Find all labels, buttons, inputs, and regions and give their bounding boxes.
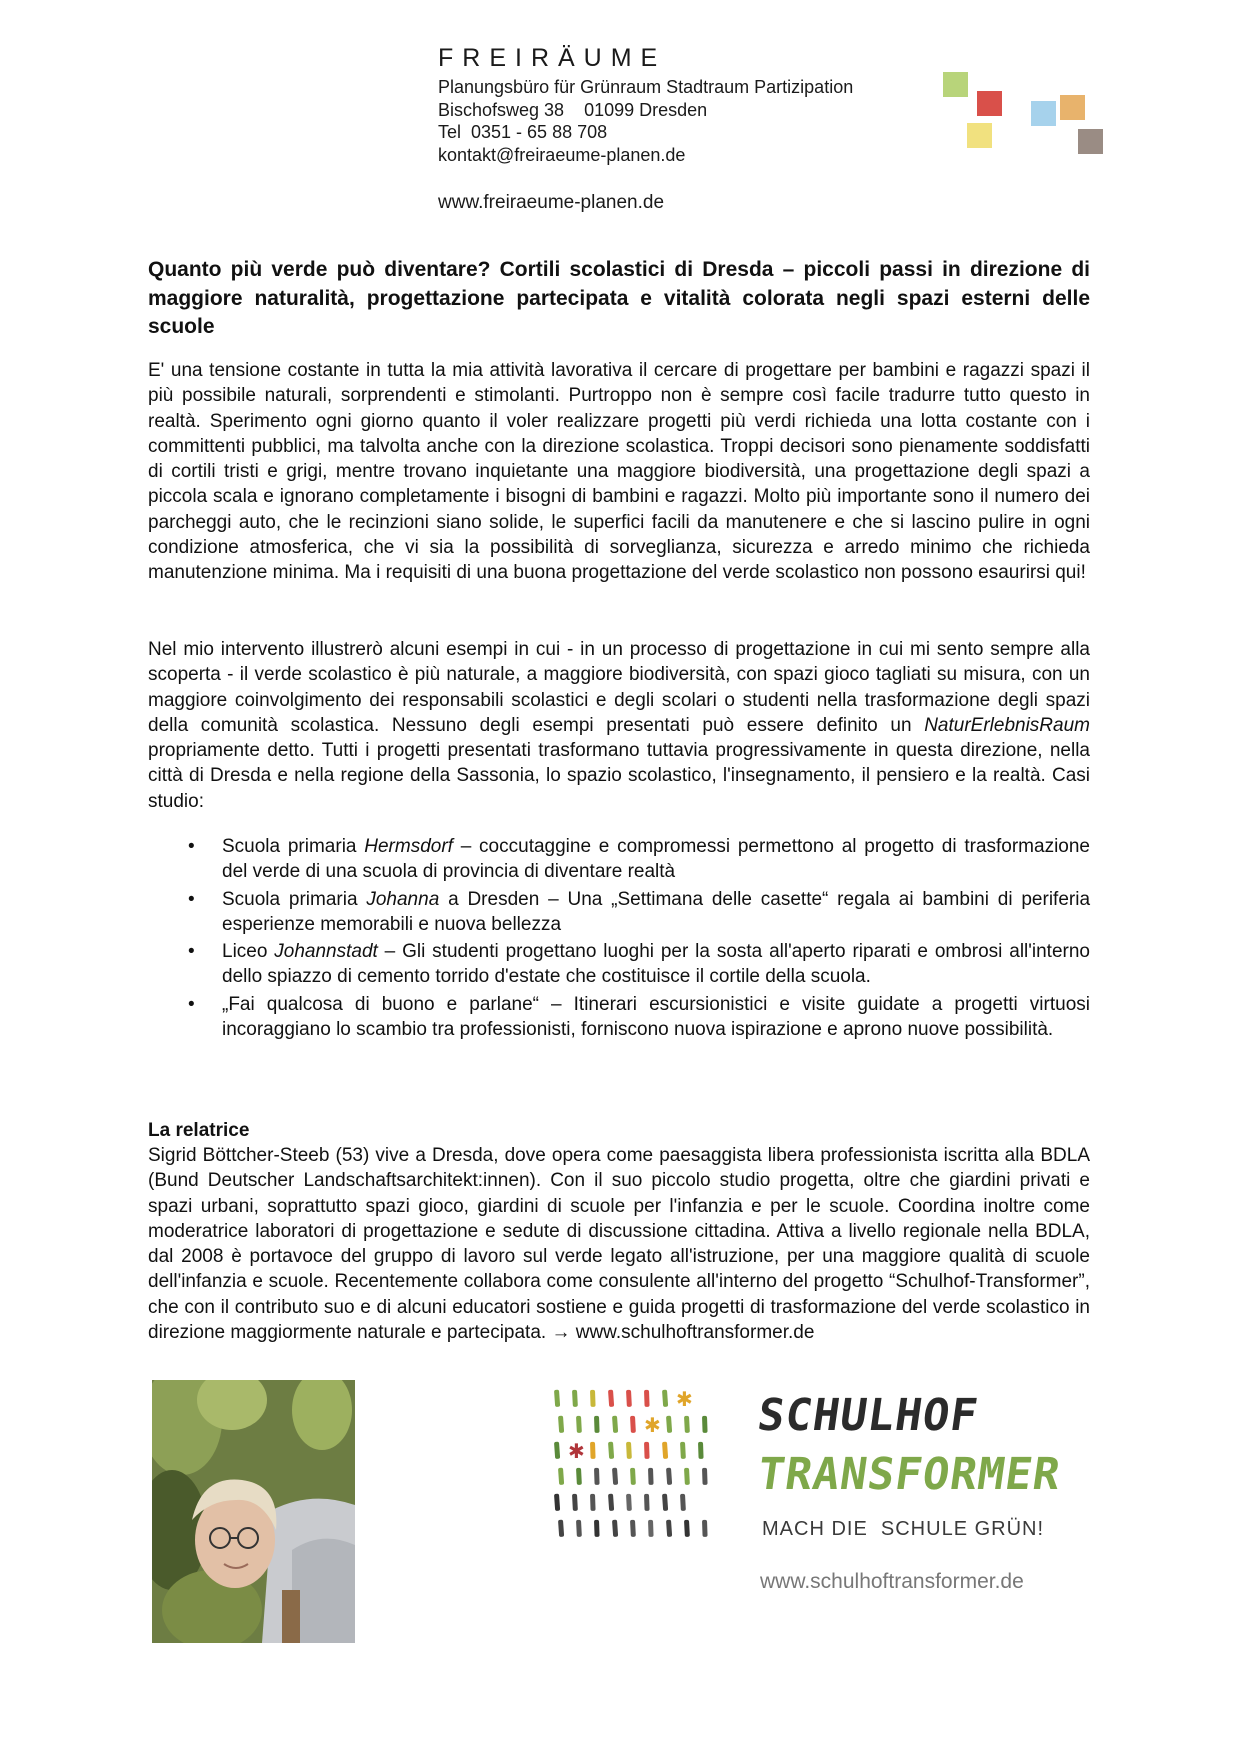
logo-dash-mark <box>554 1390 560 1407</box>
logo-dash-mark <box>626 1442 632 1459</box>
logo-dash-mark <box>630 1468 636 1485</box>
logo-dash-mark <box>612 1416 618 1433</box>
case-name: Johannstadt <box>274 941 378 963</box>
logo-swatch <box>1078 129 1103 154</box>
talk-paragraph-term: NaturErlebnisRaum <box>924 714 1090 736</box>
logo-dash-mark <box>702 1468 708 1485</box>
talk-paragraph <box>148 637 1090 814</box>
logo-dash-mark <box>648 1520 654 1537</box>
logo-dash-mark <box>558 1416 564 1433</box>
logo-dash-mark <box>590 1442 596 1459</box>
case-studies-list <box>148 834 1090 1044</box>
case-text: „Fai qualcosa di buono e parlane“ – Itinerari escursionistici e visite guidate a progetti virtuosi incoraggiano lo scambio tra professionisti, forniscono nuova ispirazione e aprono nuove possibilità. <box>222 993 1090 1041</box>
logo-dash-mark <box>572 1494 578 1511</box>
logo-dash-mark <box>698 1442 704 1459</box>
speaker-heading: La relatrice <box>148 1120 250 1141</box>
letterhead-website: www.freiraeume-planen.de <box>438 192 665 213</box>
speaker-photo-image <box>152 1380 355 1643</box>
logo-dash-mark <box>666 1520 672 1537</box>
case-text: Liceo <box>222 941 275 963</box>
logo-word-schulhof: SCHULHOF <box>754 1390 982 1441</box>
letterhead <box>438 44 958 166</box>
logo-swatch <box>977 91 1002 116</box>
logo-dash-mark <box>558 1520 564 1537</box>
logo-dash-mark <box>666 1416 672 1433</box>
letterhead-tagline: Planungsbüro für Grünraum Stadtraum Partizipation <box>438 77 854 97</box>
case-text: Scuola primaria <box>222 836 365 857</box>
logo-dash-mark <box>644 1390 650 1407</box>
speaker-bio: Sigrid Böttcher-Steeb (53) vive a Dresda, dove opera come paesaggista libera professionista iscritta alla BDLA (Bund Deutscher Landschaftsarchitekt:innen). Con il suo piccolo studio progetta, oltre che giardini privati e spazi urbani, soprattutto spazi gioco, giardini di scuole per l'infanzia e per le scuole. Coordina inoltre come moderatrice laboratori di progettazione e sedute di discussione cittadina. Attiva a livello regionale nella BDLA, dal 2008 è portavoce del gruppo di lavoro sul verde legato all'istruzione, per una maggiore qualità di scuole dell'infanzia e scuole. Recentemente collabora come consulente all'interno del progetto “Schulhof-Transformer”, che con il contributo suo e di alcuni educatori sostiene e guida progetti di trasformazione del verde scolastico in direzione maggiormente naturale e partecipata. → www.schulhoftransformer.de <box>148 1145 1090 1344</box>
bullet: • <box>188 888 195 910</box>
logo-swatch <box>1031 101 1056 126</box>
logo-dash-mark <box>644 1494 650 1511</box>
case-text: – coccutaggine e compromessi permettono al progetto di trasformazione del verde di una scuola di provincia di diventare realtà <box>222 836 1091 883</box>
logo-dash-mark <box>702 1416 708 1433</box>
logo-word-transformer: TRANSFORMER <box>754 1449 1064 1500</box>
logo-dash-mark <box>684 1520 690 1537</box>
logo-website: www.schulhoftransformer.de <box>760 1570 1024 1593</box>
list-item <box>148 887 1090 938</box>
bullet: • <box>188 836 195 857</box>
intro-paragraph: E' una tensione costante in tutta la mia attività lavorativa il cercare di progettare per bambini e ragazzi spazi il più possibile naturali, sorprendenti e stimolanti. Purtroppo non è sempre così facile tradurre tutto questo in realtà. Sperimento ogni giorno quanto il voler realizzare progetti più verdi richieda una lotta costante con i committenti pubblici, ma talvolta anche con la direzione scolastica. Troppi decisori sono pienamente soddisfatti di cortili tristi e grigi, mentre trovano inquietante una maggiore biodiversità, una progettazione degli spazi a piccola scala e ignorano completamente i bisogni di bambini e ragazzi. Molto più importante sono il numero dei parcheggi auto, che le recinzioni siano solide, le superfici facili da manutenere e che si lascino pulire in ogni condizione atmosferica, che vi sia la possibilità di sorveglianza, sicurezza e arredo minimo che richieda manutenzione minima. Ma i requisiti di una buona progettazione del verde scolastico non possono esaurirsi qui! <box>148 360 1090 584</box>
logo-dash-mark <box>644 1442 650 1459</box>
logo-tagline: MACH DIE SCHULE GRÜN! <box>762 1518 1045 1540</box>
schulhof-transformer-mark <box>548 1386 728 1546</box>
logo-dash-mark <box>608 1442 614 1459</box>
logo-dash-mark <box>608 1390 614 1407</box>
logo-dash-mark <box>594 1520 600 1537</box>
logo-dash-mark <box>612 1520 618 1537</box>
logo-flower-mark: ✱ <box>644 1413 661 1437</box>
bullet: • <box>188 941 195 963</box>
logo-dash-mark <box>662 1442 668 1459</box>
talk-paragraph-text: propriamente detto. Tutti i progetti presentati trasformano tuttavia progressivamente in questa direzione, nella città di Dresda e nella regione della Sassonia, lo spazio scolastico, l'insegnamento, il pensiero e la realtà. Casi studio: <box>148 740 1090 812</box>
logo-dash-mark <box>576 1416 582 1433</box>
logo-dash-mark <box>684 1468 690 1485</box>
logo-dash-mark <box>684 1416 690 1433</box>
logo-dash-mark <box>590 1494 596 1511</box>
brand-name: FREIRÄUME <box>438 44 667 72</box>
letterhead-email: kontakt@freiraeume-planen.de <box>438 144 686 165</box>
logo-dash-mark <box>662 1494 668 1511</box>
logo-flower-mark: ✱ <box>568 1439 585 1463</box>
case-name: Hermsdorf <box>364 836 453 857</box>
logo-dash-mark <box>594 1416 600 1433</box>
logo-dash-mark <box>558 1468 564 1485</box>
logo-dash-mark <box>590 1390 596 1407</box>
list-item <box>148 939 1090 990</box>
logo-dash-mark <box>612 1468 618 1485</box>
case-text: Scuola primaria <box>222 888 367 910</box>
logo-dash-mark <box>680 1494 686 1511</box>
logo-dash-mark <box>662 1390 668 1407</box>
logo-dash-mark <box>576 1468 582 1485</box>
logo-dash-mark <box>572 1390 578 1407</box>
logo-dash-mark <box>630 1416 636 1433</box>
case-text: – Gli studenti progettano luoghi per la sosta all'aperto riparati e ombrosi all'interno dello spiazzo di cemento torrido d'estate che costituisce il cortile della scuola. <box>222 941 1090 988</box>
logo-dash-mark <box>626 1390 632 1407</box>
logo-dash-mark <box>594 1468 600 1485</box>
list-item <box>148 834 1090 885</box>
logo-dash-mark <box>648 1468 654 1485</box>
logo-dash-mark <box>680 1442 686 1459</box>
logo-dash-mark <box>576 1520 582 1537</box>
letterhead-address: Bischofsweg 38 01099 Dresden <box>438 99 708 120</box>
case-text: a Dresden – Una „Settimana delle casette“ regala ai bambini di periferia esperienze memorabili e nuova bellezza <box>222 888 1091 935</box>
logo-dash-mark <box>702 1520 708 1537</box>
logo-flower-mark: ✱ <box>676 1387 693 1411</box>
logo-swatch <box>1060 95 1085 120</box>
logo-dash-mark <box>666 1468 672 1485</box>
bullet: • <box>188 993 195 1015</box>
logo-dash-mark <box>608 1494 614 1511</box>
logo-dash-mark <box>554 1494 560 1511</box>
logo-dash-mark <box>554 1442 560 1459</box>
case-name: Johanna <box>366 888 440 910</box>
talk-paragraph-text: Nel mio intervento illustrerò alcuni esempi in cui - in un processo di progettazione in cui mi sento sempre alla scoperta - il verde scolastico è più naturale, a maggiore biodiversità, con spazi gioco tagliati su misura, con un maggiore coinvolgimento dei responsabili scolastici e degli scolari o studenti nella trasformazione degli spazi della comunità scolastica. Nessuno degli esempi presentati può essere definito un <box>148 639 1090 736</box>
logo-dash-mark <box>626 1494 632 1511</box>
speaker-photo <box>152 1380 355 1643</box>
logo-dash-mark <box>630 1520 636 1537</box>
document-title: Quanto più verde può diventare? Cortili scolastici di Dresda – piccoli passi in direzione di maggiore naturalità, progettazione partecipata e vitalità colorata negli spazi esterni delle scuole <box>148 258 1090 338</box>
list-item <box>148 992 1090 1043</box>
letterhead-phone: Tel 0351 - 65 88 708 <box>438 122 608 142</box>
logo-swatch <box>943 72 968 97</box>
logo-swatch <box>967 123 992 148</box>
